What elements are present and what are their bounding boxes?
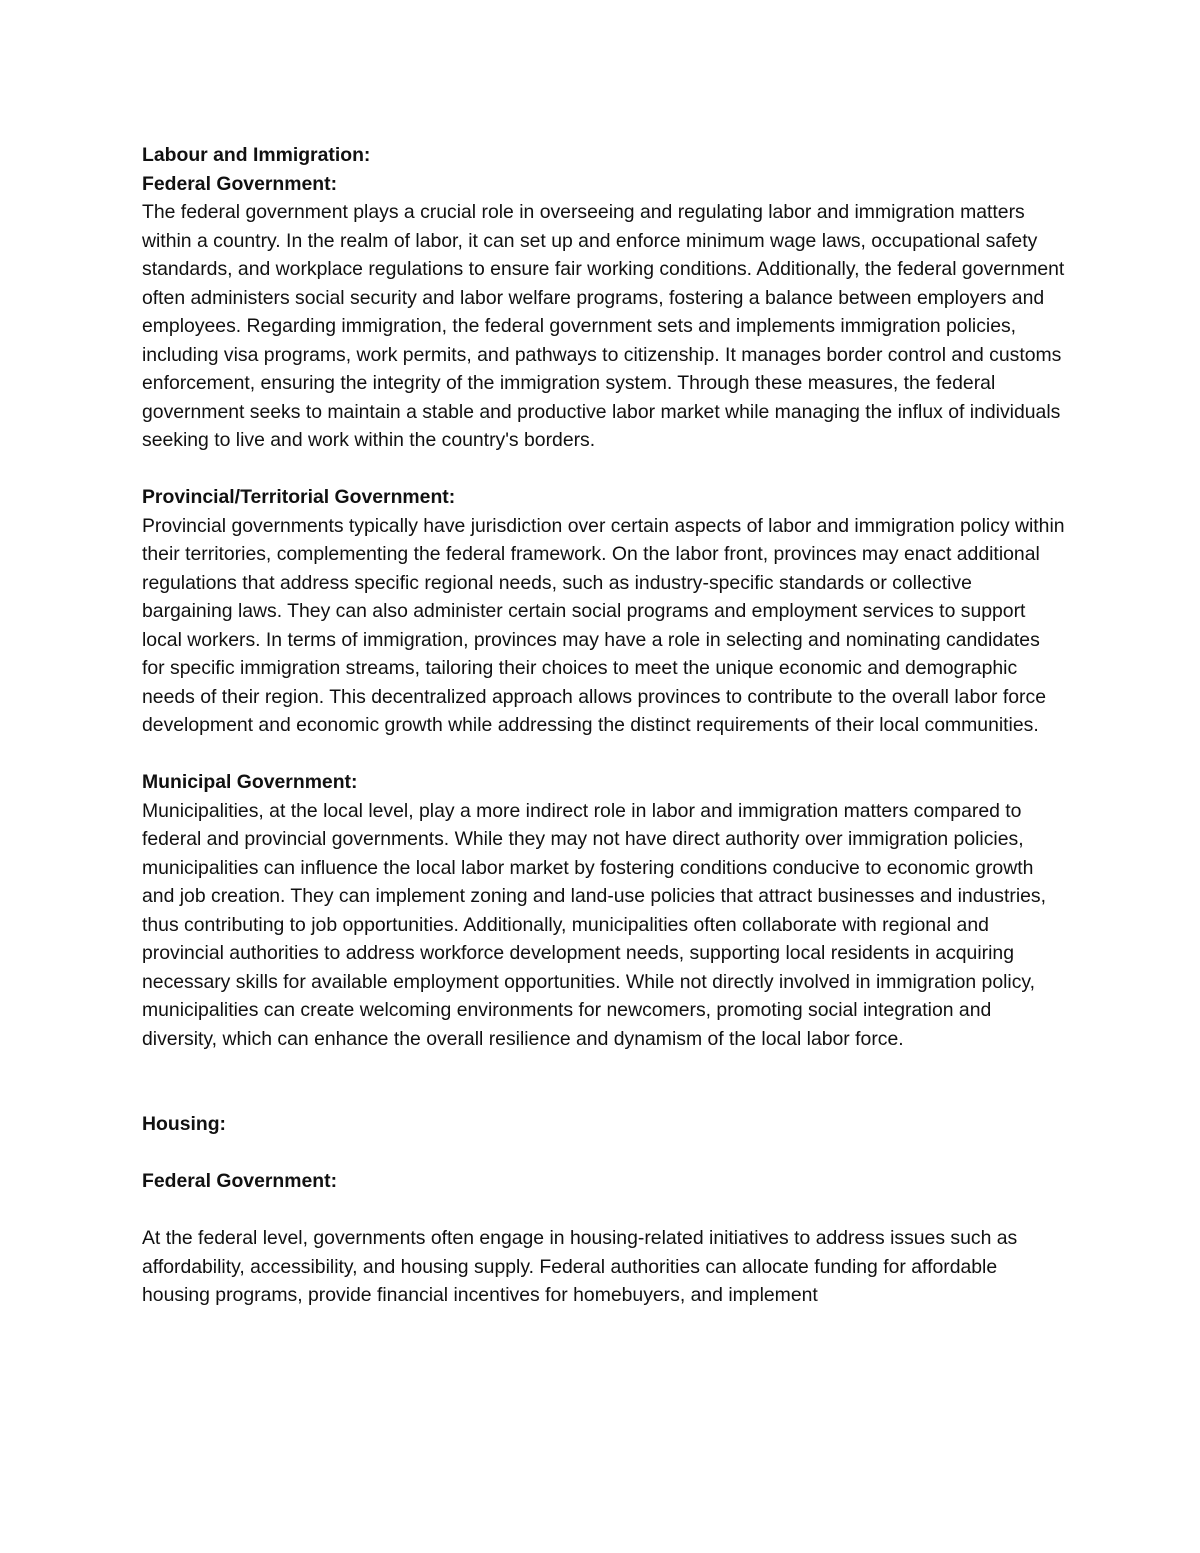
subheading-federal-housing: Federal Government: xyxy=(142,1170,338,1192)
spacer xyxy=(142,740,1067,769)
subheading-provincial-labour: Provincial/Territorial Government: xyxy=(142,486,456,508)
spacer xyxy=(142,1139,1067,1168)
section-title-housing: Housing: xyxy=(142,1113,227,1135)
section-title-labour: Labour and Immigration: xyxy=(142,144,371,166)
paragraph-federal-labour: The federal government plays a crucial role in overseeing and regulating labor and immigration matters within a country. In the realm of labor, it can set up and enforce minimum wage laws, occupational safety standards, and workplace regulations to ensure fair working conditions. Additionally, the federal government often administers social security and labor welfare programs, fostering a balance between employers and employees. Regarding immigration, the federal government sets and implements immigration policies, including visa programs, work permits, and pathways to citizenship. It manages border control and customs enforcement, ensuring the integrity of the immigration system. Through these measures, the federal government seeks to maintain a stable and productive labor market while managing the influx of individuals seeking to live and work within the country's borders. xyxy=(142,201,1065,451)
spacer xyxy=(142,455,1067,484)
spacer xyxy=(142,1053,1067,1110)
paragraph-federal-housing: At the federal level, governments often engage in housing-related initiatives to address issues such as affordability, accessibility, and housing supply. Federal authorities can allocate funding for affordable housing programs, provide financial incentives for homebuyers, and implement xyxy=(142,1227,1018,1306)
document-body xyxy=(142,141,1067,1310)
subheading-municipal-labour: Municipal Government: xyxy=(142,771,358,793)
spacer xyxy=(142,1196,1067,1225)
paragraph-provincial-labour: Provincial governments typically have jurisdiction over certain aspects of labor and immigration policy within their territories, complementing the federal framework. On the labor front, provinces may enact additional regulations that address specific regional needs, such as industry-specific standards or collective bargaining laws. They can also administer certain social programs and employment services to support local workers. In terms of immigration, provinces may have a role in selecting and nominating candidates for specific immigration streams, tailoring their choices to meet the unique economic and demographic needs of their region. This decentralized approach allows provinces to contribute to the overall labor force development and economic growth while addressing the distinct requirements of their local communities. xyxy=(142,514,1065,736)
paragraph-municipal-labour: Municipalities, at the local level, play a more indirect role in labor and immigration matters compared to federal and provincial governments. While they may not have direct authority over immigration policies, municipalities can influence the local labor market by fostering conditions conducive to economic growth and job creation. They can implement zoning and land-use policies that attract businesses and industries, thus contributing to job opportunities. Additionally, municipalities often collaborate with regional and provincial authorities to address workforce development needs, supporting local residents in acquiring necessary skills for available employment opportunities. While not directly involved in immigration policy, municipalities can create welcoming environments for newcomers, promoting social integration and diversity, which can enhance the overall resilience and dynamism of the local labor force. xyxy=(142,799,1046,1050)
subheading-federal-labour: Federal Government: xyxy=(142,172,338,195)
